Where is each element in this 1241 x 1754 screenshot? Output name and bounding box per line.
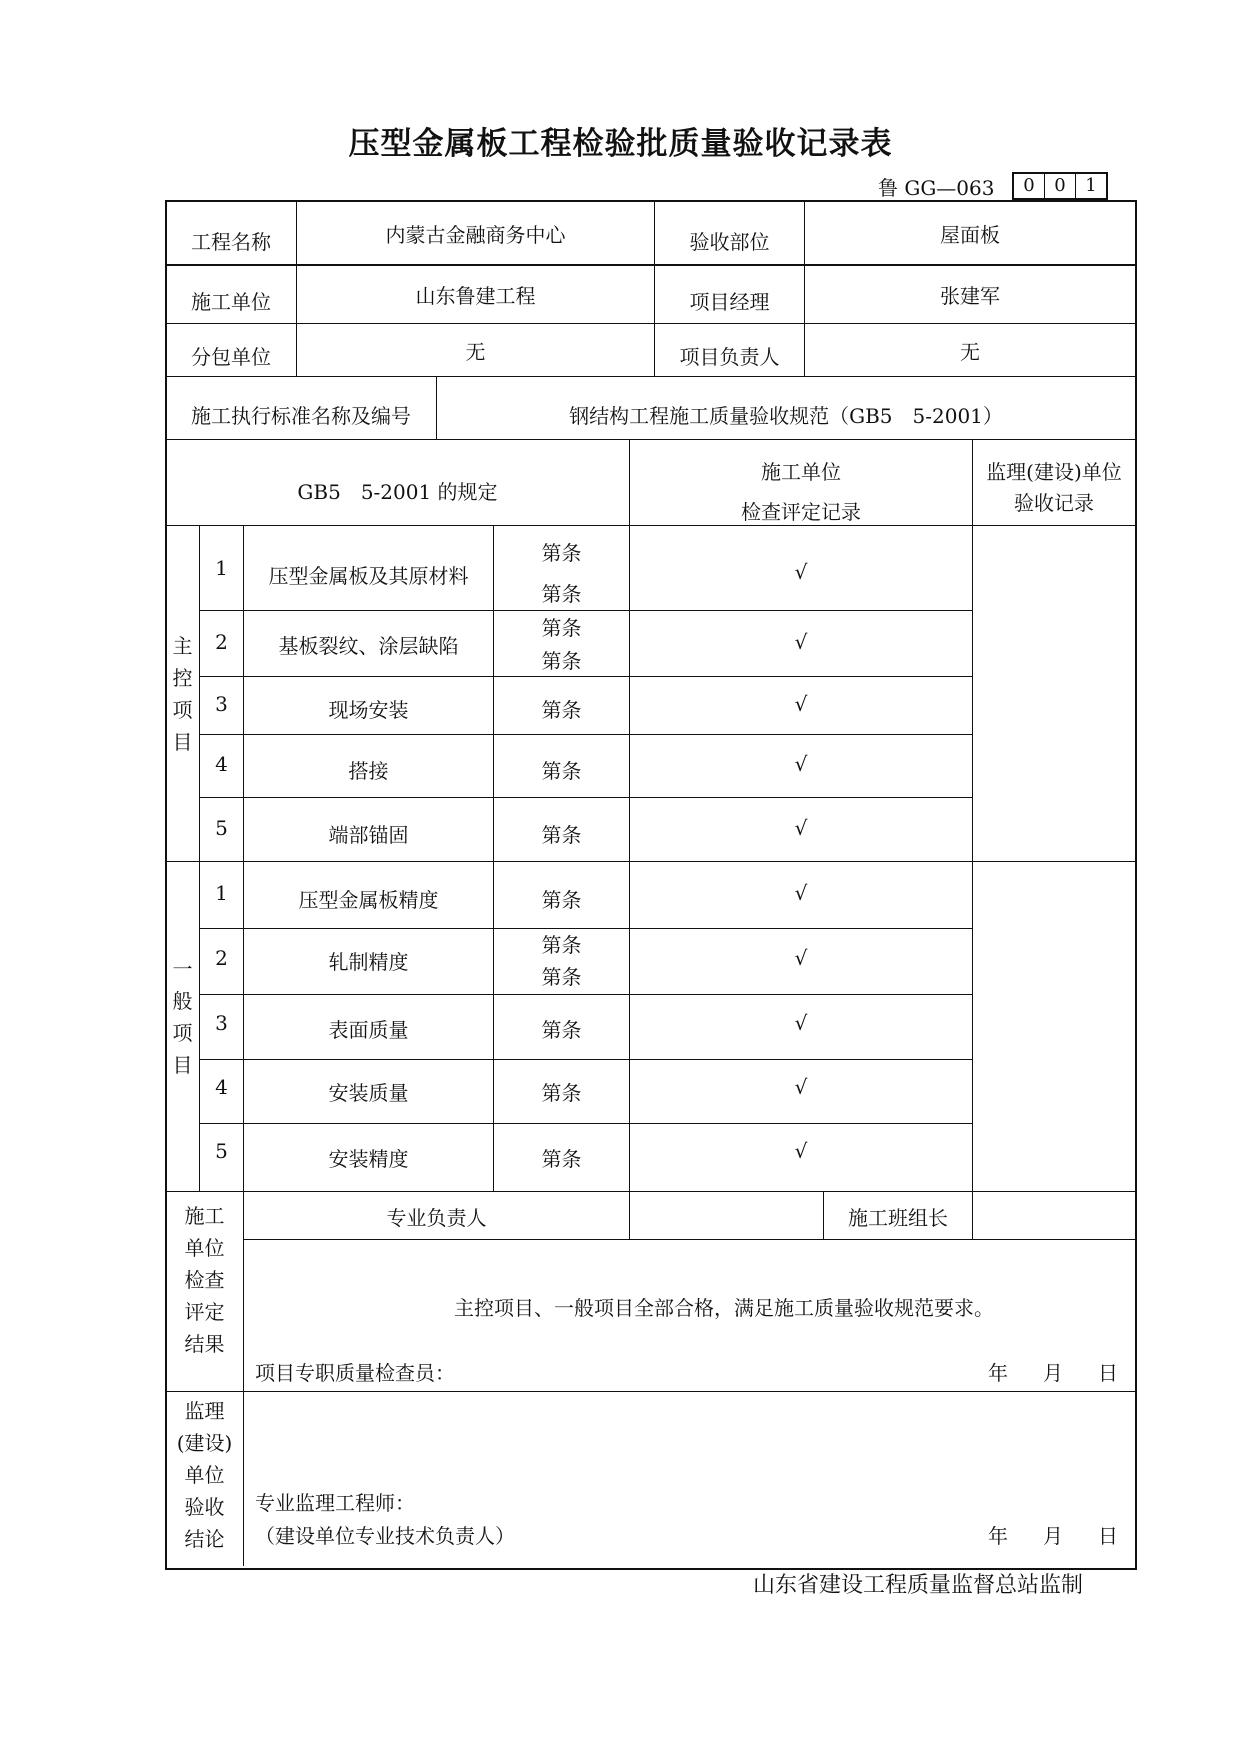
date-month: 月 xyxy=(1043,1361,1063,1385)
check-mark: √ xyxy=(794,630,808,654)
grid-line xyxy=(199,797,972,798)
item-clause: 第条 xyxy=(541,649,582,673)
check-mark: √ xyxy=(794,560,808,584)
item-number: 1 xyxy=(215,881,228,905)
team-leader-label: 施工班组长 xyxy=(848,1206,948,1230)
acceptance-part-label: 验收部位 xyxy=(689,230,770,254)
contractor-check-header: 施工单位 xyxy=(761,460,841,484)
inspector-label: 项目专职质量检查员： xyxy=(255,1361,455,1385)
item-number: 5 xyxy=(215,1139,228,1163)
item-number: 4 xyxy=(215,1075,228,1099)
check-mark: √ xyxy=(794,1075,808,1099)
item-name: 安装精度 xyxy=(328,1147,409,1171)
serial-digit: 0 xyxy=(1045,174,1076,198)
grid-line xyxy=(165,1391,1135,1392)
item-clause: 第条 xyxy=(541,582,582,606)
subcontractor-value: 无 xyxy=(465,340,486,364)
form-title: 压型金属板工程检验批质量验收记录表 xyxy=(348,126,893,162)
date-year: 年 xyxy=(988,1361,1008,1385)
contractor-conclusion: 主控项目、一般项目全部合格，满足施工质量验收规范要求。 xyxy=(454,1296,994,1320)
item-name: 压型金属板精度 xyxy=(298,888,439,912)
supervisor-result-label: 监理 (建设) 单位 验收 结论 xyxy=(176,1399,233,1551)
grid-line xyxy=(165,525,1135,526)
item-clause: 第条 xyxy=(541,1081,582,1105)
manager-label: 项目经理 xyxy=(689,290,770,314)
item-name: 轧制精度 xyxy=(328,950,409,974)
form-code: 鲁 GG—063 xyxy=(878,176,995,200)
grid-line xyxy=(199,610,972,611)
check-mark: √ xyxy=(794,1139,808,1163)
contractor-result-label: 施工 单位 检查 评定 结果 xyxy=(184,1204,225,1356)
item-clause: 第条 xyxy=(541,759,582,783)
regulation-column-header: GB5 5-2001 的规定 xyxy=(297,480,498,504)
grid-line xyxy=(199,1059,972,1060)
item-name: 安装质量 xyxy=(328,1081,409,1105)
grid-line xyxy=(165,439,1135,440)
serial-digit: 0 xyxy=(1014,174,1045,198)
item-clause: 第条 xyxy=(541,965,582,989)
item-number: 1 xyxy=(215,556,228,580)
item-clause: 第条 xyxy=(541,933,582,957)
grid-line xyxy=(972,1191,973,1239)
subcontractor-label: 分包单位 xyxy=(191,345,271,369)
item-name: 搭接 xyxy=(348,759,389,783)
item-number: 5 xyxy=(215,816,228,840)
item-number: 2 xyxy=(215,630,228,654)
item-clause: 第条 xyxy=(541,698,582,722)
item-name: 端部锚固 xyxy=(328,823,409,847)
item-clause: 第条 xyxy=(541,541,582,565)
supervisor-header: 监理(建设)单位 xyxy=(986,460,1122,484)
item-name: 压型金属板及其原材料 xyxy=(268,564,469,588)
item-clause: 第条 xyxy=(541,1147,582,1171)
grid-line xyxy=(199,734,972,735)
grid-line xyxy=(243,525,244,1566)
date-year: 年 xyxy=(988,1524,1008,1548)
item-clause: 第条 xyxy=(541,1018,582,1042)
sub-lead-label: 项目负责人 xyxy=(679,345,780,369)
grid-line xyxy=(972,439,973,1191)
date-day: 日 xyxy=(1098,1524,1118,1548)
sub-lead-value: 无 xyxy=(960,340,980,364)
main-control-label: 主 控 项 目 xyxy=(172,634,193,754)
owner-tech-lead-label: （建设单位专业技术负责人） xyxy=(255,1524,515,1548)
item-clause: 第条 xyxy=(541,888,582,912)
check-mark: √ xyxy=(794,692,808,716)
standard-label: 施工执行标准名称及编号 xyxy=(191,404,411,428)
grid-line xyxy=(165,376,1135,377)
contractor-value: 山东鲁建工程 xyxy=(415,284,536,308)
serial-number-box xyxy=(1012,172,1108,200)
check-mark: √ xyxy=(794,1011,808,1035)
item-name: 现场安装 xyxy=(328,698,409,722)
item-number: 2 xyxy=(215,946,228,970)
item-number: 3 xyxy=(215,1011,228,1035)
supervision-engineer-label: 专业监理工程师： xyxy=(255,1491,415,1515)
standard-value: 钢结构工程施工质量验收规范（GB5 5-2001） xyxy=(569,404,1003,428)
specialist-label: 专业负责人 xyxy=(386,1206,487,1230)
check-mark: √ xyxy=(794,752,808,776)
grid-line xyxy=(243,1239,1135,1240)
check-mark: √ xyxy=(794,946,808,970)
issuer-footer: 山东省建设工程质量监督总站监制 xyxy=(753,1573,1084,1598)
check-mark: √ xyxy=(794,816,808,840)
project-name-value: 内蒙古金融商务中心 xyxy=(385,223,566,247)
contractor-label: 施工单位 xyxy=(191,290,271,314)
date-day: 日 xyxy=(1098,1361,1118,1385)
supervisor-header: 验收记录 xyxy=(1014,491,1094,515)
grid-line xyxy=(165,1191,1135,1192)
manager-value: 张建军 xyxy=(940,284,1000,308)
item-name: 表面质量 xyxy=(328,1018,409,1042)
grid-line xyxy=(199,676,972,677)
item-clause: 第条 xyxy=(541,616,582,640)
item-number: 4 xyxy=(215,752,228,776)
contractor-check-header: 检查评定记录 xyxy=(741,500,861,524)
project-name-label: 工程名称 xyxy=(191,230,271,254)
check-mark: √ xyxy=(794,881,808,905)
item-name: 基板裂纹、涂层缺陷 xyxy=(278,634,459,658)
grid-line xyxy=(199,994,972,995)
date-month: 月 xyxy=(1043,1524,1063,1548)
item-number: 3 xyxy=(215,692,228,716)
grid-line xyxy=(165,861,1135,862)
item-clause: 第条 xyxy=(541,823,582,847)
grid-line xyxy=(165,264,1135,266)
grid-line xyxy=(165,323,1135,324)
general-items-label: 一 般 项 目 xyxy=(172,957,193,1077)
grid-line xyxy=(199,1123,972,1124)
serial-digit: 1 xyxy=(1085,175,1097,196)
acceptance-part-value: 屋面板 xyxy=(940,223,1000,247)
